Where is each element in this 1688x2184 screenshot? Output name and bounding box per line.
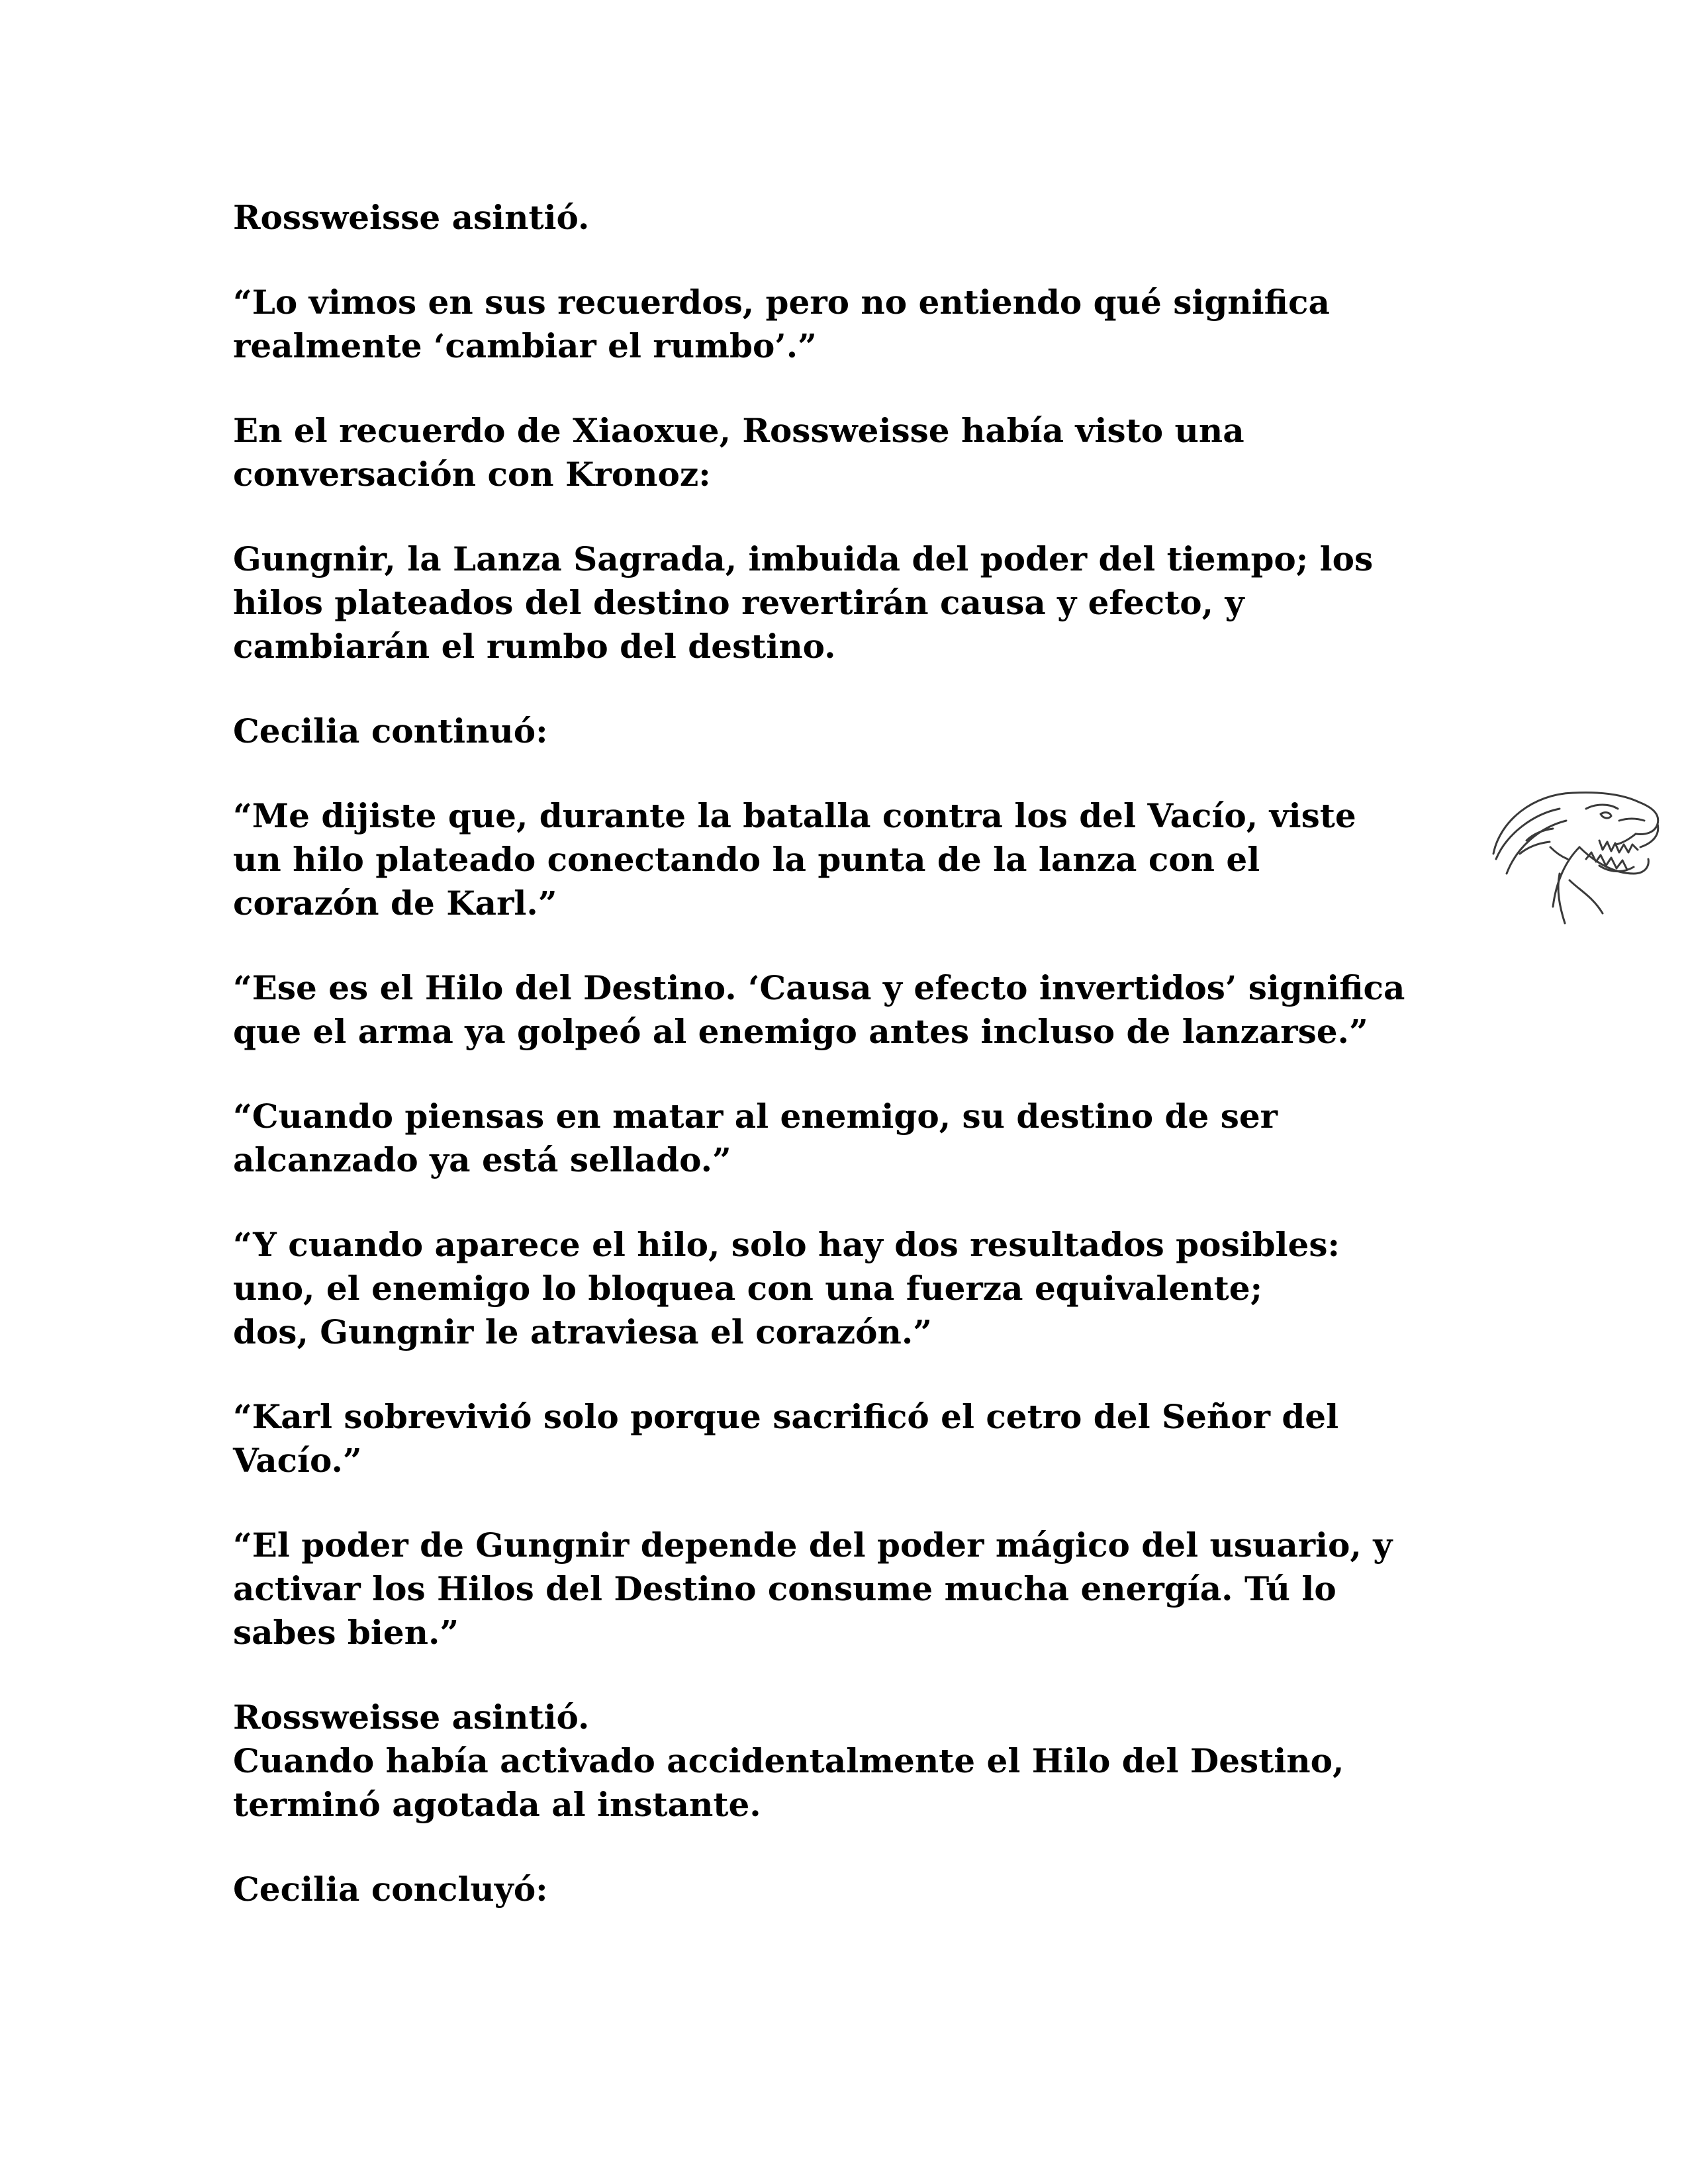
text-line: “Cuando piensas en matar al enemigo, su destino de ser <box>233 1097 1278 1136</box>
text-line: terminó agotada al instante. <box>233 1785 761 1824</box>
text-line: Cecilia continuó: <box>233 711 548 751</box>
text-line: corazón de Karl.” <box>233 884 557 923</box>
text-line: En el recuerdo de Xiaoxue, Rossweisse había visto una <box>233 411 1244 450</box>
text-line: Rossweisse asintió. <box>233 1698 590 1737</box>
paragraph <box>233 1696 1491 1827</box>
text-line: “Y cuando aparece el hilo, solo hay dos resultados posibles: <box>233 1225 1340 1264</box>
text-line: un hilo plateado conectando la punta de la lanza con el <box>233 840 1260 879</box>
dinosaur-head-sketch-icon <box>1487 774 1665 927</box>
text-line: Vacío.” <box>233 1441 362 1480</box>
text-line: realmente ‘cambiar el rumbo’.” <box>233 326 817 365</box>
paragraph <box>233 794 1491 925</box>
text-line: que el arma ya golpeó al enemigo antes incluso de lanzarse.” <box>233 1012 1368 1051</box>
paragraph <box>233 196 1491 240</box>
text-line: cambiarán el rumbo del destino. <box>233 627 836 666</box>
paragraph <box>233 1095 1491 1182</box>
paragraph <box>233 1524 1491 1655</box>
paragraph <box>233 281 1491 368</box>
text-line: “Me dijiste que, durante la batalla contra los del Vacío, viste <box>233 796 1356 835</box>
text-line: alcanzado ya está sellado.” <box>233 1140 731 1179</box>
text-line: Rossweisse asintió. <box>233 198 590 237</box>
text-line: “Ese es el Hilo del Destino. ‘Causa y efecto invertidos’ significa <box>233 968 1405 1007</box>
paragraph <box>233 709 1491 753</box>
paragraph <box>233 1395 1491 1482</box>
text-line: dos, Gungnir le atraviesa el corazón.” <box>233 1312 933 1351</box>
text-line: uno, el enemigo lo bloquea con una fuerza equivalente; <box>233 1269 1263 1308</box>
paragraph <box>233 409 1491 496</box>
text-line: Gungnir, la Lanza Sagrada, imbuida del poder del tiempo; los <box>233 539 1374 578</box>
paragraph <box>233 1868 1491 1911</box>
text-line: hilos plateados del destino revertirán causa y efecto, y <box>233 583 1244 622</box>
text-line: “Karl sobrevivió solo porque sacrificó el cetro del Señor del <box>233 1397 1339 1436</box>
paragraph <box>233 1223 1491 1354</box>
text-line: sabes bien.” <box>233 1613 459 1652</box>
text-line: Cecilia concluyó: <box>233 1870 548 1909</box>
text-line: “Lo vimos en sus recuerdos, pero no entiendo qué significa <box>233 283 1330 322</box>
text-line: conversación con Kronoz: <box>233 455 711 494</box>
text-line: “El poder de Gungnir depende del poder mágico del usuario, y <box>233 1525 1393 1565</box>
text-line: Cuando había activado accidentalmente el Hilo del Destino, <box>233 1741 1344 1780</box>
paragraph <box>233 966 1491 1054</box>
text-line: activar los Hilos del Destino consume mucha energía. Tú lo <box>233 1569 1336 1608</box>
paragraph <box>233 537 1491 668</box>
body-text <box>233 196 1491 1952</box>
